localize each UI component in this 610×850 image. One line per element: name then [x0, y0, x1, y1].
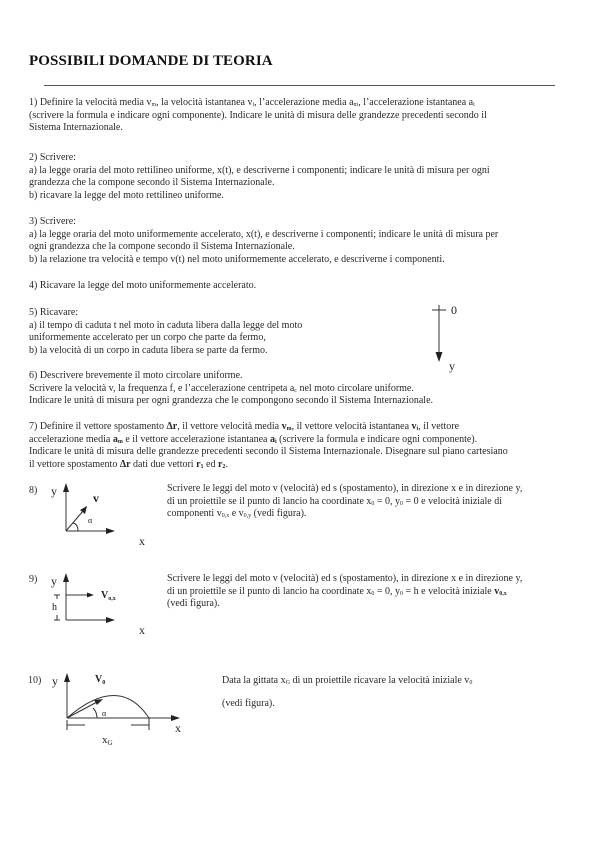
title-divider: [44, 85, 555, 86]
svg-text:y: y: [52, 674, 58, 688]
question-1: [29, 97, 487, 135]
question-2: 2) Scrivere: a) la legge oraria del moto rettilineo uniforme, x(t), e descriverne i componenti; indicare le unità di misura per ogni grandezza che la compone secondo il Sistema Internazionale. b) ricavare la legge del moto rettilineo uniforme.: [29, 152, 490, 201]
svg-text:y: y: [51, 574, 57, 588]
arrow-vector-icon: [87, 593, 94, 598]
question-8-text: Scrivere le leggi del moto v (velocità) ed s (spostamento), in direzione x e in direzione y, di un proiettile se il punto di lancio ha coordinate $x_0 = 0$, $y_0 = 0$ e velocità iniziale di componenti $v_{0,x}$ e $v_{0,y}$ (vedi figura).: [167, 483, 523, 520]
svg-text:h: h: [52, 602, 57, 613]
svg-text:α: α: [102, 709, 107, 718]
svg-text:v: v: [93, 491, 99, 505]
arrow-vector-icon: [94, 699, 103, 705]
arrow-up-icon: [64, 673, 70, 682]
question-10-text: Data la gittata $x_G$ di un proiettile ricavare la velocità iniziale $v_0$ (vedi figura).: [222, 675, 473, 709]
question-8-number: 8): [29, 485, 38, 496]
range-label: xG: [102, 734, 113, 747]
projectile-range-figure: [45, 668, 195, 753]
svg-text:α: α: [88, 516, 93, 525]
question-3: 3) Scrivere: a) la legge oraria del moto uniformemente accelerato, x(t), e descriverne i componenti; indicare le unità di misura per ogni grandezza che la compone secondo il Sistema Internazionale. b) la relazione tra velocità e tempo v(t) nel moto uniformemente accelerato, e descriverne i componenti.: [29, 216, 499, 265]
arrow-right-icon: [106, 528, 115, 534]
question-1-line-2: (scrivere la formula e indicare ogni componente). Indicare le unità di misura delle grandezze precedenti secondo il: [29, 109, 487, 121]
arrow-up-icon: [63, 483, 69, 492]
svg-text:x: x: [139, 534, 145, 548]
question-4: 4) Ricavare la legge del moto uniformemente accelerato.: [29, 280, 257, 291]
arrow-right-icon: [106, 617, 115, 623]
question-9-text: Scrivere le leggi del moto v (velocità) ed s (spostamento), in direzione x e in direzione y, di un proiettile se il punto di lancio ha coordinate $x_0 = 0$, $y_0 = h$ e velocità iniziale $v_{0,x}$ (vedi figura).: [167, 573, 523, 610]
projectile-height-figure: [45, 568, 165, 643]
question-1-line-1: 1) Definire la velocità media $v_m$, la velocità istantanea $v_i$, l’accelerazione media $a_m$, l’accelerazione istantanea $a_i$: [29, 97, 475, 108]
arrow-up-icon: [63, 573, 69, 582]
origin-label: 0: [451, 303, 457, 317]
question-10-number: 10): [28, 675, 42, 686]
question-9-number: 9): [29, 574, 38, 585]
velocity-vector: [66, 511, 83, 531]
angle-arc: [93, 708, 97, 718]
velocity-label: $V_{o,x}$: [101, 590, 116, 602]
velocity-label: $V_0$: [95, 674, 106, 686]
svg-text:y: y: [51, 484, 57, 498]
velocity-vector: [67, 702, 97, 718]
arrow-down-icon: [436, 352, 443, 362]
projectile-angle-figure: [45, 478, 165, 553]
svg-text:x: x: [175, 721, 181, 735]
question-6: 6) Descrivere brevemente il moto circolare uniforme. Scrivere la velocità v, la frequenza f, e l’accelerazione centripeta $a_c$ nel moto circolare uniforme. Indicare le unità di misura per ogni grandezza che le compongono secondo il Sistema Internazionale.: [29, 370, 434, 407]
question-1-line-3: Sistema Internazionale.: [29, 122, 123, 134]
angle-arc: [73, 523, 78, 531]
trajectory-curve: [67, 696, 149, 719]
y-axis-label: y: [449, 359, 455, 373]
free-fall-figure: [420, 298, 480, 378]
question-5: 5) Ricavare: a) il tempo di caduta t nel moto in caduta libera dalla legge del moto uniformemente accelerato per un corpo che parte da fermo, b) la velocità di un corpo in caduta libera se parte da fermo.: [29, 307, 303, 356]
svg-text:x: x: [139, 623, 145, 637]
question-7: 7) Definire il vettore spostamento Δr, il vettore velocità media $v_m$, il vettore velocità istantanea $v_i$, il vettore accelerazione media $a_m$ e il vettore accelerazione istantanea $a_i$ (scrivere la formula e indicare ogni componente). Indicare le unità di misura delle grandezze precedenti secondo il Sistema Internazionale. Disegnare sul piano cartesiano il vettore spostamento Δr dati due vettori $r_1$ ed $r_2$.: [29, 421, 508, 470]
page-title: POSSIBILI DOMANDE DI TEORIA: [29, 53, 273, 69]
